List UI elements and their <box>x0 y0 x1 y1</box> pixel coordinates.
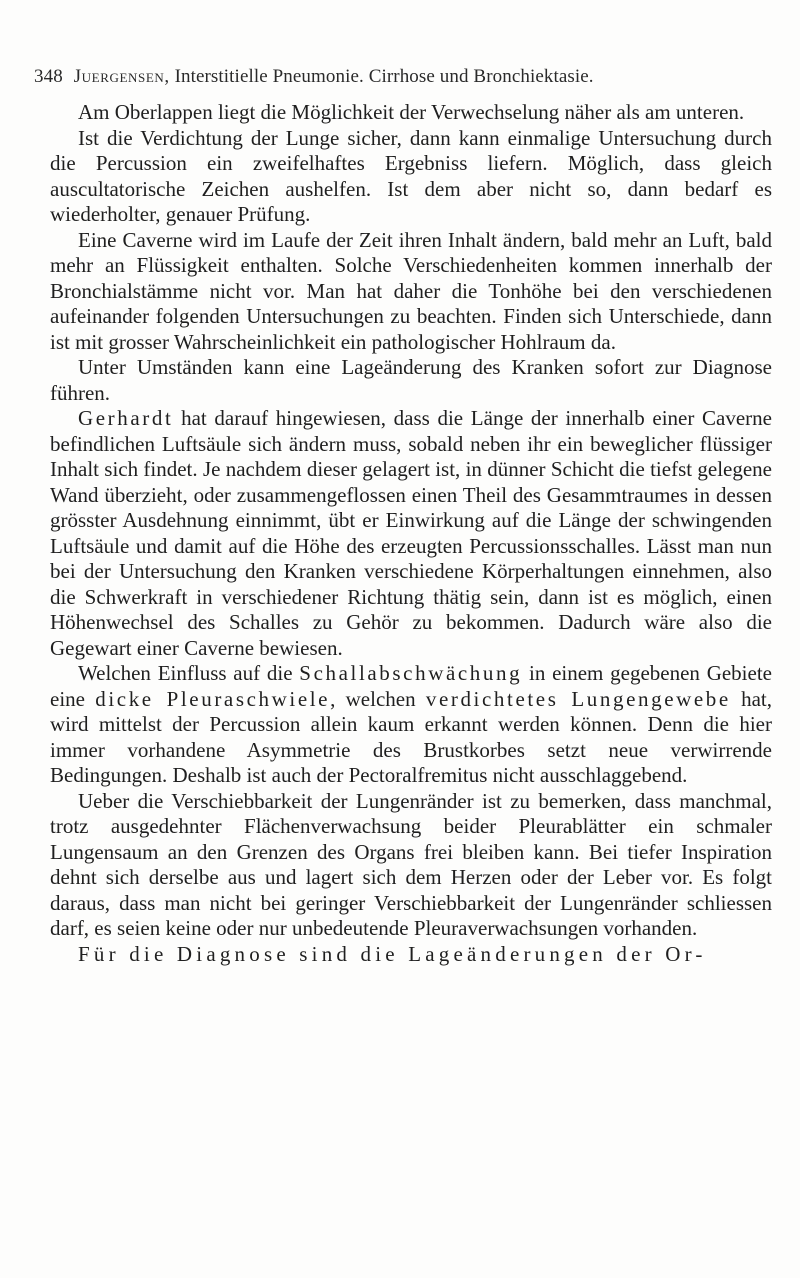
emphasized-text: Gerhardt <box>78 406 174 430</box>
running-head-author: Juergensen, <box>73 66 170 87</box>
paragraph-text: Eine Caverne wird im Laufe der Zeit ihren Inhalt ändern, bald mehr an Luft, bald mehr an Flüssigkeit enthalten. Solche Verschiedenheiten kommen innerhalb der Bronchialstämme nicht vor. Man hat daher die Tonhöhe bei den verschiedenen aufeinander folgenden Untersuchungen zu beachten. Finden sich Unterschiede, dann ist mit grosser Wahrscheinlichkeit ein pathologischer Hohlraum da. <box>50 227 772 354</box>
paragraph-text: in einem gegebenen Gebiete eine <box>50 661 772 711</box>
running-head-title: Interstitielle Pneumonie. Cirrhose und Bronchiektasie. <box>174 66 594 87</box>
emphasized-text: dicke Pleuraschwiele <box>95 686 331 711</box>
paragraph <box>50 942 772 968</box>
paragraph-text: Unter Umständen kann eine Lageänderung des Kranken sofort zur Diagnose führen. <box>50 355 772 405</box>
page-number: 348 <box>34 66 63 87</box>
paragraph-text: Am Oberlappen liegt die Möglichkeit der Verwechselung näher als am unteren. <box>78 100 745 124</box>
emphasized-text: verdichtetes Lungengewebe <box>425 686 731 711</box>
paragraph <box>50 406 772 661</box>
paragraph-text: Ist die Verdichtung der Lunge sicher, dann kann einmalige Untersuchung durch die Percussion ein zweifelhaftes Ergebniss liefern. Möglich, dass gleich auscultatorische Zeichen aushelfen. Ist dem aber nicht so, dann bedarf es wiederholter, genauer Prüfung. <box>50 125 772 226</box>
paragraph <box>50 228 772 356</box>
paragraph-text: Welchen Einfluss auf die <box>78 661 300 685</box>
emphasized-text: Für die Diagnose sind die Lageänderungen der Or- <box>78 941 707 966</box>
paragraph <box>50 789 772 942</box>
paragraph-text: hat darauf hingewiesen, dass die Länge der innerhalb einer Caverne befindlichen Luftsäule sich ändern muss, sobald neben ihr ein beweglicher flüssiger Inhalt sich findet. Je nachdem dieser gelagert ist, in dünner Schicht die tiefst gelegene Wand überzieht, oder zusammengeflossen einen Theil des Gesammtraumes in dessen grösster Ausdehnung einnimmt, übt er Einwirkung auf die Länge der schwingenden Luftsäule und damit auf die Höhe des erzeugten Percussionsschalles. Lässt man nun bei der Untersuchung den Kranken verschiedene Körperhaltungen einnehmen, also die Schwerkraft in verschiedener Richtung thätig sein, dann ist es möglich, einen Höhenwechsel des Schalles zu Gehör zu bekommen. Dadurch wäre also die Gegewart einer Caverne bewiesen. <box>50 406 772 660</box>
body-text <box>50 100 772 967</box>
paragraph-text: Ueber die Verschiebbarkeit der Lungenränder ist zu bemerken, dass manchmal, trotz ausgedehnter Flächenverwachsung beider Pleurablätter ein schmaler Lungensaum an den Grenzen des Organs frei bleiben kann. Bei tiefer Inspiration dehnt sich derselbe aus und lagert sich dem Herzen oder der Leber vor. Es folgt daraus, dass man nicht bei geringer Verschiebbarkeit der Lungenränder schliessen darf, es seien keine oder nur unbedeutende Pleuraverwachsungen vorhanden. <box>50 788 772 940</box>
running-head <box>34 66 774 88</box>
emphasized-text: Schallabschwächung <box>299 661 523 685</box>
paragraph <box>50 355 772 406</box>
paragraph <box>50 100 772 126</box>
paragraph-text: hat, wird mittelst der Percussion allein kaum erkannt werden können. Denn die hier immer vorhandene Asymmetrie des Brustkorbes setzt neue verwirrende Bedingungen. Deshalb ist auch der Pectoralfremitus nicht ausschlaggebend. <box>50 686 773 787</box>
paragraph <box>50 126 772 228</box>
paragraph-text: , welchen <box>330 686 426 711</box>
paragraph <box>50 661 772 789</box>
